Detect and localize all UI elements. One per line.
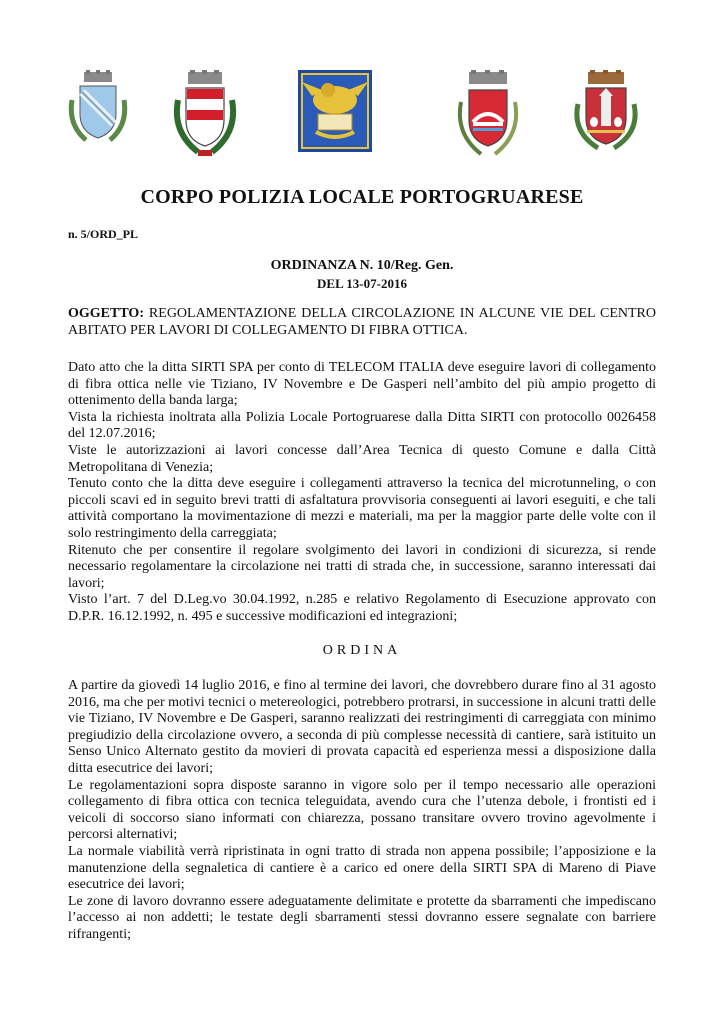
ordinance-date: DEL 13-07-2016 xyxy=(317,276,407,291)
order-paragraph: La normale viabilità verrà ripristinata in ogni tratto di strada non appena possibile; l’apposizione e la manutenzione della segnaletica di cantiere è a carico ed onere della SIRTI SPA di Mareno di Piave esecutrice dei lavori; xyxy=(68,843,656,893)
reference-number: n. 5/ORD_PL xyxy=(68,227,139,241)
subject-label: OGGETTO: xyxy=(68,306,144,321)
crests-row xyxy=(60,70,660,170)
premise-paragraph: Vista la richiesta inoltrata alla Polizia Locale Portogruarese dalla Ditta SIRTI con protocollo 0026458 del 12.07.2016; xyxy=(68,409,656,442)
page-title: CORPO POLIZIA LOCALE PORTOGRUARESE xyxy=(140,186,584,208)
orders-section xyxy=(68,678,656,944)
premise-paragraph: Tenuto conto che la ditta deve eseguire i collegamenti attraverso la tecnica del microtunneling, o con piccoli scavi ed in seguito brevi tratti di asfaltatura provvisoria conseguenti ai lavori eseguiti, e che tali attività comportano la movimentazione di mezzi e materiali, ma per la maggior parte delle volte con il solo restringimento della carreggiata; xyxy=(68,476,656,541)
crest-1-icon xyxy=(66,70,130,150)
crest-5-icon xyxy=(570,70,642,156)
premise-paragraph: Visto l’art. 7 del D.Leg.vo 30.04.1992, n.285 e relativo Regolamento di Esecuzione approvato con D.P.R. 16.12.1992, n. 495 e successive modificazioni ed integrazioni; xyxy=(68,592,656,624)
subject-paragraph xyxy=(68,306,656,339)
subject-text: REGOLAMENTAZIONE DELLA CIRCOLAZIONE IN ALCUNE VIE DEL CENTRO ABITATO PER LAVORI DI COLLEGAMENTO DI FIBRA OTTICA. xyxy=(68,306,656,338)
premise-paragraph: Dato atto che la ditta SIRTI SPA per conto di TELECOM ITALIA deve eseguire lavori di collegamento di fibra ottica nelle vie Tiziano, IV Novembre e De Gasperi nell’ambito del più ampio progetto di ottenimento della banda larga; xyxy=(68,360,656,409)
order-paragraph: Le regolamentazioni sopra disposte saranno in vigore solo per il tempo necessario alle operazioni collegamento di fibra ottica con tecnica teleguidata, avendo cura che l’utenza debole, i frontisti ed i veicoli di soccorso siano informati con chiarezza, possano transitare ovvero trovino agevolmente i percorsi alternativi; xyxy=(68,777,656,843)
premise-paragraph: Ritenuto che per consentire il regolare svolgimento dei lavori in condizioni di sicurezza, si rende necessario regolamentare la circolazione nei tratti di strada che, in successione, saranno interessati dai lavori; xyxy=(68,542,656,591)
order-paragraph: A partire da giovedì 14 luglio 2016, e fino al termine dei lavori, che dovrebbero durare fino al 31 agosto 2016, ma che per motivi tecnici o metereologici, potrebbero protrarsi, in successione in alcuni tratti delle vie Tiziano, IV Novembre e De Gasperi, saranno realizzati dei restringimenti di carreggiata con minimo pregiudizio della circolazione ovvero, a seconda di più complesse necessità di cantiere, sarà istituito un Senso Unico Alternato gestito da movieri di provata capacità ed esperienza messi a disposizione dalla ditta esecutrice dei lavori; xyxy=(68,678,656,776)
premises-section xyxy=(68,360,656,626)
ordinance-number: ORDINANZA N. 10/Reg. Gen. xyxy=(270,258,454,273)
ordina-heading: ORDINA xyxy=(322,643,402,658)
crest-venice-lion-icon xyxy=(298,70,372,152)
premise-paragraph: Viste le autorizzazioni ai lavori concesse dall’Area Tecnica di questo Comune e dalla Città Metropolitana di Venezia; xyxy=(68,442,656,475)
order-paragraph: Le zone di lavoro dovranno essere adeguatamente delimitate e protette da sbarramenti che impediscano l’accesso ai non addetti; le testate degli sbarramenti stessi dovranno essere segnalate con barriere rifrangenti; xyxy=(68,893,656,942)
crest-4-icon xyxy=(455,70,521,162)
crest-2-icon xyxy=(172,70,238,162)
